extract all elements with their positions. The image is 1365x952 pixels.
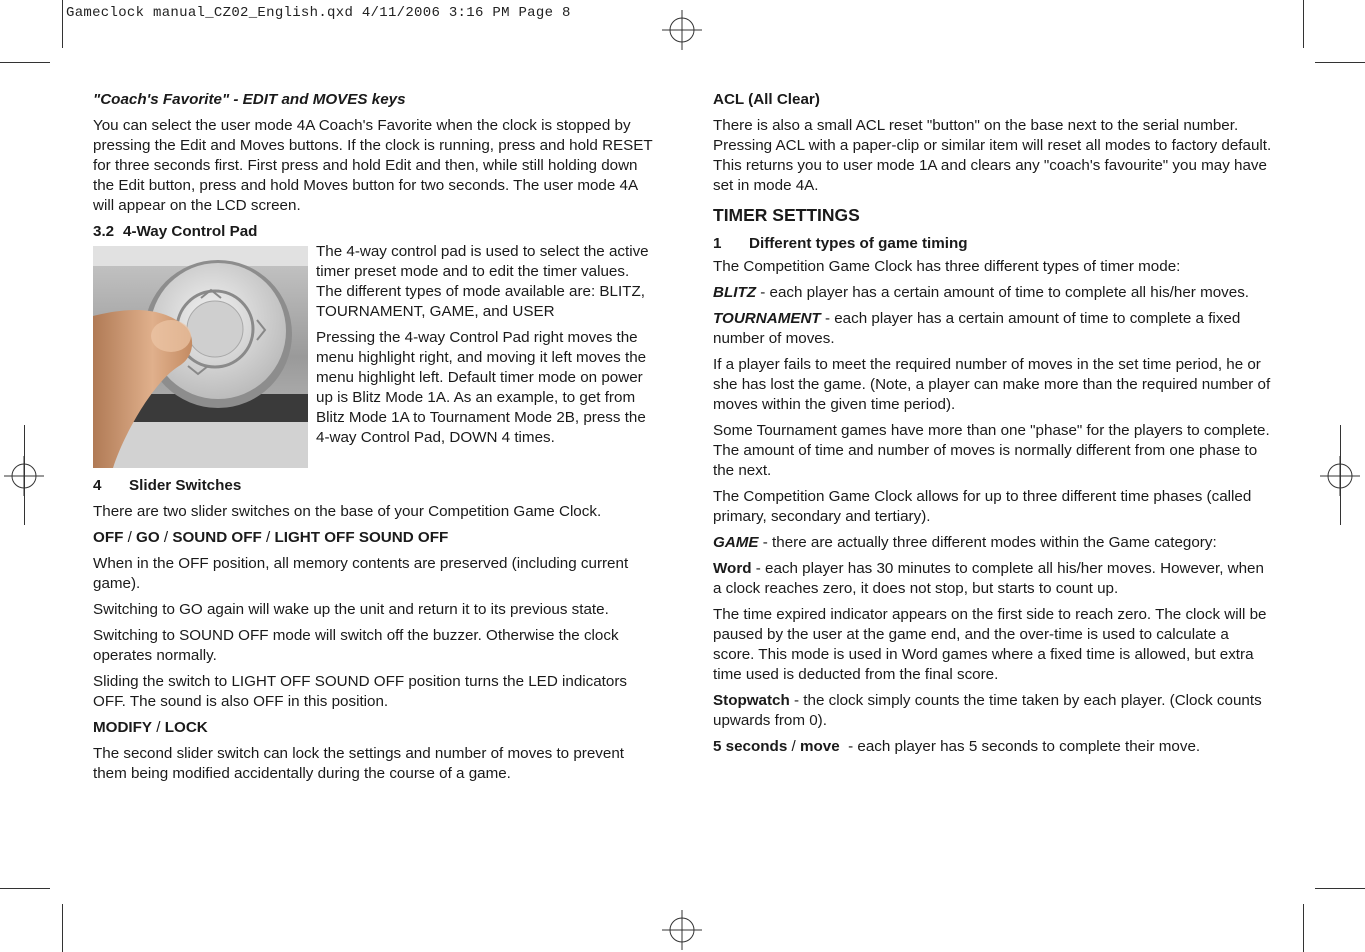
crop-mark <box>1303 904 1304 952</box>
timing-types-heading <box>713 234 1273 254</box>
print-slug: Gameclock manual_CZ02_English.qxd 4/11/2006 3:16 PM Page 8 <box>66 5 571 21</box>
section-title: Slider Switches <box>129 477 242 494</box>
separator: / <box>123 529 137 546</box>
tournament-text: - each player has a certain amount of time to complete a fixed number of moves. <box>713 310 1241 347</box>
move-term: move <box>799 738 840 755</box>
off-position-text: When in the OFF position, all memory contents are preserved (including current game). <box>93 555 629 592</box>
stopwatch-paragraph <box>713 691 1273 731</box>
three-phases-text: The Competition Game Clock allows for up to three different time phases (called primary, secondary and tertiary). <box>713 488 1252 525</box>
crop-mark <box>0 888 50 889</box>
game-term: GAME <box>713 534 759 551</box>
separator: / <box>787 738 800 755</box>
tournament-term: TOURNAMENT <box>713 310 821 327</box>
registration-mark-icon <box>662 910 702 950</box>
crop-mark <box>0 62 50 63</box>
right-column <box>713 90 1273 763</box>
crop-mark <box>62 904 63 952</box>
blitz-paragraph <box>713 283 1273 303</box>
word-term: Word <box>713 560 752 577</box>
lock-label: LOCK <box>164 719 208 736</box>
switch-off-label: OFF <box>93 529 124 546</box>
section-title: 4-Way Control Pad <box>123 223 258 240</box>
slider-switches-heading <box>93 476 653 496</box>
word-text: - each player has 30 minutes to complete all his/her moves. However, when a clock reaches zero, it does not stop, but starts to count up. <box>713 560 1264 597</box>
fail-text: If a player fails to meet the required number of moves in the set time period, he or she has lost the game. (Note, a player can make more than the required number of moves within the given time period). <box>713 356 1271 413</box>
control-pad-heading <box>93 222 653 242</box>
crop-mark <box>24 425 25 525</box>
expired-text: The time expired indicator appears on the first side to reach zero. The clock will be paused by the user at the game end, and the over-time is used to calculate a score. This mode is used in Word games where a fixed time is allowed, but extra time used is deducted from the final score. <box>713 606 1267 683</box>
slider-switches-text: There are two slider switches on the base of your Competition Game Clock. <box>93 503 602 520</box>
stopwatch-text: - the clock simply counts the time taken by each player. (Clock counts upwards from 0). <box>713 692 1262 729</box>
modify-label: MODIFY <box>93 719 153 736</box>
section-number: 4 <box>93 477 102 494</box>
switch-sound-off-label: SOUND OFF <box>172 529 262 546</box>
control-pad-paragraph: The 4-way control pad is used to select the active timer preset mode and to edit the timer values. The different types of mode available are: BLITZ, TOURNAMENT, GAME, and USER <box>316 243 649 320</box>
crop-mark <box>1315 62 1365 63</box>
tournament-paragraph <box>713 309 1273 349</box>
five-seconds-term: 5 seconds <box>713 738 788 755</box>
lock-text: The second slider switch can lock the settings and number of moves to prevent them being modified accidentally during the course of a game. <box>93 745 624 782</box>
five-seconds-paragraph <box>713 737 1273 757</box>
registration-mark-icon <box>662 10 702 50</box>
section-title: Different types of game timing <box>749 235 968 252</box>
modify-lock-heading <box>93 718 653 738</box>
phase-text: Some Tournament games have more than one "phase" for the players to complete. The amount of time and number of moves is normally different from one phase to the next. <box>713 422 1270 479</box>
acl-heading: ACL (All Clear) <box>713 91 820 108</box>
switch-light-off-label: LIGHT OFF SOUND OFF <box>274 529 449 546</box>
control-pad-text <box>316 242 653 454</box>
crop-mark <box>1315 888 1365 889</box>
separator: / <box>159 529 173 546</box>
blitz-text: - each player has a certain amount of time to complete all his/her moves. <box>756 284 1250 301</box>
crop-mark <box>1303 0 1304 48</box>
sound-off-text: Switching to SOUND OFF mode will switch off the buzzer. Otherwise the clock operates normally. <box>93 627 619 664</box>
acl-text: There is also a small ACL reset "button" on the base next to the serial number. Pressing ACL with a paper-clip or similar item will reset all modes to factory default. This returns you to user mode 1A and clears any "coach's favourite" you may have set in mode 4A. <box>713 117 1272 194</box>
five-seconds-text: - each player has 5 seconds to complete their move. <box>839 738 1201 755</box>
crop-mark <box>1340 425 1341 525</box>
switch-go-label: GO <box>136 529 160 546</box>
stopwatch-term: Stopwatch <box>713 692 790 709</box>
crop-mark <box>62 0 63 48</box>
section-number: 3.2 <box>93 223 115 240</box>
light-off-text: Sliding the switch to LIGHT OFF SOUND OFF position turns the LED indicators OFF. The sound is also OFF in this position. <box>93 673 628 710</box>
separator: / <box>152 719 165 736</box>
section-number: 1 <box>713 235 722 252</box>
coach-favorite-text: You can select the user mode 4A Coach's Favorite when the clock is stopped by pressing the Edit and Moves buttons. If the clock is running, press and hold RESET for three seconds first. First press and hold Edit and then, while still holding down the Edit button, press and hold Moves button for two seconds. The user mode 4A will appear on the LCD screen. <box>93 117 653 214</box>
game-paragraph <box>713 533 1273 553</box>
word-paragraph <box>713 559 1273 599</box>
timing-types-text: The Competition Game Clock has three different types of timer mode: <box>713 258 1181 275</box>
timer-settings-heading: TIMER SETTINGS <box>713 205 860 225</box>
control-pad-section <box>93 242 653 468</box>
coach-favorite-heading: "Coach's Favorite" - EDIT and MOVES keys <box>93 91 406 108</box>
left-column <box>93 90 653 790</box>
switch-positions-heading <box>93 528 653 548</box>
separator: / <box>261 529 275 546</box>
blitz-term: BLITZ <box>713 284 757 301</box>
game-text: - there are actually three different modes within the Game category: <box>758 534 1217 551</box>
go-position-text: Switching to GO again will wake up the unit and return it to its previous state. <box>93 601 609 618</box>
control-pad-photo <box>93 246 308 468</box>
control-pad-paragraph: Pressing the 4-way Control Pad right moves the menu highlight right, and moving it left moves the menu highlight left. Default timer mode on power up is Blitz Mode 1A. As an example, to get from Blitz Mode 1A to Tournament Mode 2B, press the 4-way Control Pad, DOWN 4 times. <box>316 329 647 446</box>
